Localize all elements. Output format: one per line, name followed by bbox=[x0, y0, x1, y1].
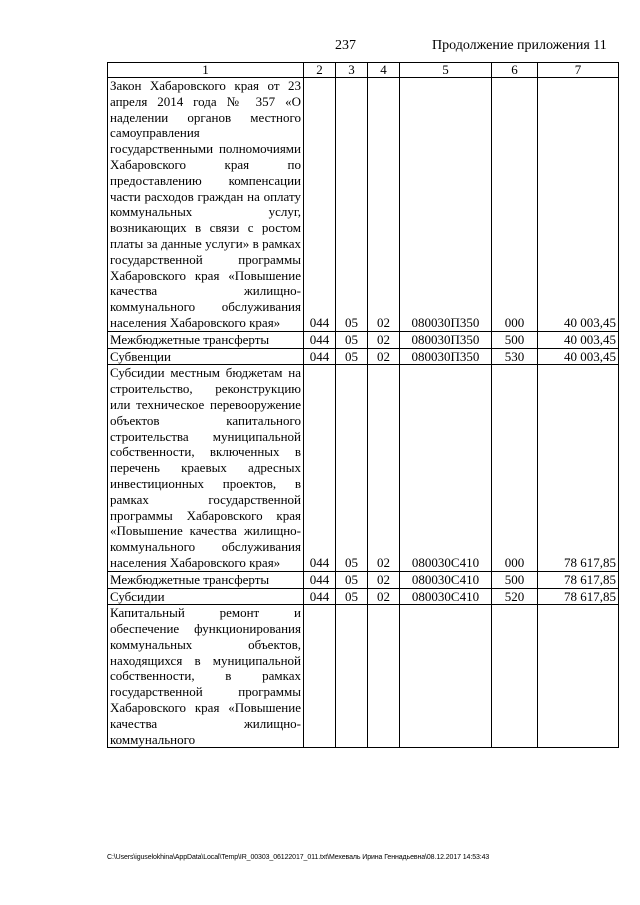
target-article-code: 080030С410 bbox=[400, 571, 492, 588]
column-number: 5 bbox=[400, 63, 492, 78]
subsection-code bbox=[368, 605, 400, 748]
target-article-code: 080030С410 bbox=[400, 588, 492, 605]
table-row bbox=[108, 365, 619, 571]
amount: 40 003,45 bbox=[538, 78, 619, 332]
target-article-code: 080030П350 bbox=[400, 331, 492, 348]
column-number: 4 bbox=[368, 63, 400, 78]
expense-type-code: 000 bbox=[492, 365, 538, 571]
column-number: 6 bbox=[492, 63, 538, 78]
expense-type-code: 530 bbox=[492, 348, 538, 365]
budget-table bbox=[107, 62, 619, 748]
target-article-code: 080030П350 bbox=[400, 78, 492, 332]
target-article-code bbox=[400, 605, 492, 748]
table-row bbox=[108, 605, 619, 748]
ministry-code: 044 bbox=[304, 348, 336, 365]
section-code: 05 bbox=[336, 348, 368, 365]
table-row bbox=[108, 331, 619, 348]
subsection-code: 02 bbox=[368, 571, 400, 588]
amount: 40 003,45 bbox=[538, 348, 619, 365]
column-number-row bbox=[108, 63, 619, 78]
row-name: Субсидии bbox=[108, 588, 304, 605]
expense-type-code: 520 bbox=[492, 588, 538, 605]
appendix-continuation-title: Продолжение приложения 11 bbox=[432, 38, 607, 53]
row-name: Субсидии местным бюджетам на строительство, реконструкцию или техническое перевооружение объектов капитального строительства муниципальной собственности, включенных в перечень краевых адресных инвестиционных проектов, в рамках государственной программы Хабаровского края «Повышение качества жилищно-коммунального обслуживания населения Хабаровского края» bbox=[108, 365, 304, 571]
amount: 78 617,85 bbox=[538, 571, 619, 588]
subsection-code: 02 bbox=[368, 331, 400, 348]
row-name: Межбюджетные трансферты bbox=[108, 331, 304, 348]
column-number: 2 bbox=[304, 63, 336, 78]
amount: 78 617,85 bbox=[538, 588, 619, 605]
ministry-code: 044 bbox=[304, 78, 336, 332]
amount: 40 003,45 bbox=[538, 331, 619, 348]
row-name: Межбюджетные трансферты bbox=[108, 571, 304, 588]
row-name: Субвенции bbox=[108, 348, 304, 365]
section-code bbox=[336, 605, 368, 748]
subsection-code: 02 bbox=[368, 348, 400, 365]
column-number: 3 bbox=[336, 63, 368, 78]
ministry-code: 044 bbox=[304, 365, 336, 571]
ministry-code: 044 bbox=[304, 571, 336, 588]
file-path-footer: C:\Users\iguselokhina\AppData\Local\Temp\IR_00303_06122017_011.txt\Мехеваль Ирина Геннадьевна\08.12.2017 14:53:43 bbox=[107, 854, 490, 861]
section-code: 05 bbox=[336, 331, 368, 348]
amount bbox=[538, 605, 619, 748]
section-code: 05 bbox=[336, 365, 368, 571]
expense-type-code: 500 bbox=[492, 571, 538, 588]
row-name: Закон Хабаровского края от 23 апреля 2014 года № 357 «О наделении органов местного самоуправления государственными полномочиями Хабаровского края по предоставлению компенсации части расходов граждан на оплату коммунальных услуг, возникающих в связи с ростом платы за данные услуги» в рамках государственной программы Хабаровского края «Повышение качества жилищно-коммунального обслуживания населения Хабаровского края» bbox=[108, 78, 304, 332]
subsection-code: 02 bbox=[368, 365, 400, 571]
column-number: 7 bbox=[538, 63, 619, 78]
expense-type-code: 500 bbox=[492, 331, 538, 348]
ministry-code: 044 bbox=[304, 588, 336, 605]
section-code: 05 bbox=[336, 571, 368, 588]
subsection-code: 02 bbox=[368, 78, 400, 332]
page-number: 237 bbox=[335, 38, 356, 53]
ministry-code bbox=[304, 605, 336, 748]
expense-type-code bbox=[492, 605, 538, 748]
table-row bbox=[108, 348, 619, 365]
expense-type-code: 000 bbox=[492, 78, 538, 332]
section-code: 05 bbox=[336, 588, 368, 605]
section-code: 05 bbox=[336, 78, 368, 332]
table-row bbox=[108, 571, 619, 588]
target-article-code: 080030П350 bbox=[400, 348, 492, 365]
table-row bbox=[108, 78, 619, 332]
table-row bbox=[108, 588, 619, 605]
column-number: 1 bbox=[108, 63, 304, 78]
target-article-code: 080030С410 bbox=[400, 365, 492, 571]
row-name: Капитальный ремонт и обеспечение функционирования коммунальных объектов, находящихся в муниципальной собственности, в рамках государственной программы Хабаровского края «Повышение качества жилищно-коммунального bbox=[108, 605, 304, 748]
ministry-code: 044 bbox=[304, 331, 336, 348]
amount: 78 617,85 bbox=[538, 365, 619, 571]
subsection-code: 02 bbox=[368, 588, 400, 605]
